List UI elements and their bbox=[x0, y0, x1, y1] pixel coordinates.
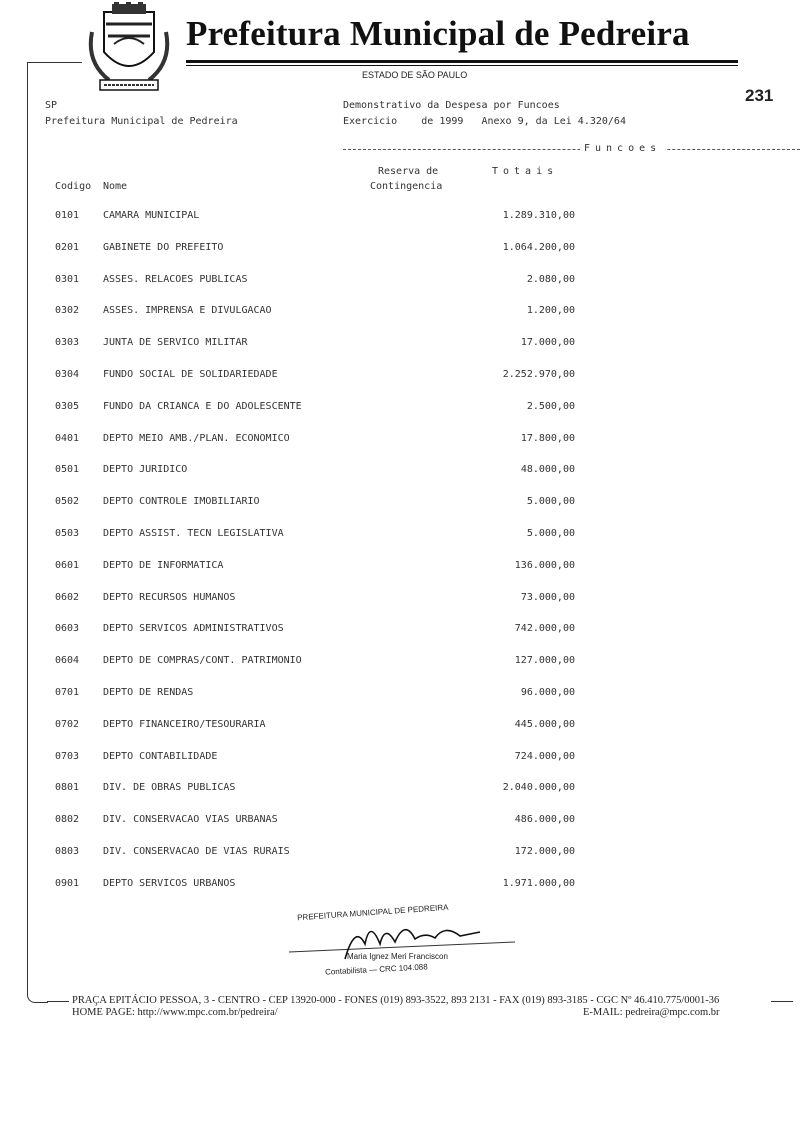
footer-rule-left bbox=[47, 1001, 69, 1002]
table-row bbox=[55, 464, 575, 478]
row-code: 0304 bbox=[55, 369, 80, 380]
row-code: 0603 bbox=[55, 623, 80, 635]
row-code: 0301 bbox=[55, 273, 80, 285]
table-row bbox=[55, 655, 575, 669]
row-total: 445.000,00 bbox=[514, 718, 575, 730]
row-name: DEPTO CONTABILIDADE bbox=[103, 750, 218, 762]
row-code: 0703 bbox=[55, 750, 80, 762]
row-total: 486.000,00 bbox=[514, 814, 575, 826]
row-total: 5.000,00 bbox=[526, 496, 575, 508]
row-total: 96.000,00 bbox=[520, 687, 575, 698]
row-name: GABINETE DO PREFEITO bbox=[103, 241, 224, 253]
row-total: 172.000,00 bbox=[514, 846, 575, 857]
row-name: DEPTO DE COMPRAS/CONT. PATRIMONIO bbox=[103, 655, 302, 667]
row-code: 0502 bbox=[55, 496, 80, 508]
row-name: DIV. DE OBRAS PUBLICAS bbox=[103, 782, 236, 794]
row-code: 0701 bbox=[55, 687, 80, 698]
report-subtitle: Exercicio de 1999 Anexo 9, da Lei 4.320/64 bbox=[343, 116, 626, 127]
row-name: DIV. CONSERVACAO DE VIAS RURAIS bbox=[103, 846, 290, 857]
row-code: 0305 bbox=[55, 400, 80, 412]
table-row bbox=[55, 687, 575, 701]
row-total: 127.000,00 bbox=[514, 655, 575, 667]
row-total: 48.000,00 bbox=[520, 464, 575, 476]
row-name: DEPTO SERVICOS URBANOS bbox=[103, 877, 236, 889]
row-name: DIV. CONSERVACAO VIAS URBANAS bbox=[103, 814, 278, 826]
row-total: 724.000,00 bbox=[514, 750, 575, 762]
row-total: 742.000,00 bbox=[514, 623, 575, 635]
table-row bbox=[55, 719, 575, 733]
row-code: 0604 bbox=[55, 655, 80, 667]
table-row bbox=[55, 433, 575, 447]
signer-name: Maria Ignez Meri Franciscon bbox=[347, 952, 448, 961]
row-code: 0302 bbox=[55, 305, 80, 317]
row-code: 0602 bbox=[55, 591, 80, 603]
table-row bbox=[55, 878, 575, 892]
row-total: 1.971.000,00 bbox=[502, 877, 575, 889]
row-total: 2.040.000,00 bbox=[502, 782, 575, 794]
footer-address: PRAÇA EPITÁCIO PESSOA, 3 - CENTRO - CEP 13920-000 - FONES (019) 893-3522, 893 2131 - FAX (019) 893-3185 - CGC Nº 46.410.775/0001-36 bbox=[72, 995, 720, 1006]
row-name: DEPTO CONTROLE IMOBILIARIO bbox=[103, 496, 260, 508]
row-name: DEPTO MEIO AMB./PLAN. ECONOMICO bbox=[103, 432, 290, 444]
row-code: 0503 bbox=[55, 528, 80, 539]
row-name: FUNDO SOCIAL DE SOLIDARIEDADE bbox=[103, 369, 278, 380]
row-total: 1.064.200,00 bbox=[502, 241, 575, 253]
row-name: CAMARA MUNICIPAL bbox=[103, 210, 200, 221]
row-code: 0801 bbox=[55, 782, 80, 794]
row-name: DEPTO DE RENDAS bbox=[103, 687, 194, 698]
state-code: SP bbox=[45, 100, 58, 111]
table-row bbox=[55, 528, 575, 542]
table-row bbox=[55, 242, 575, 256]
table-row bbox=[55, 592, 575, 606]
table-row bbox=[55, 305, 575, 319]
page-border-top bbox=[27, 62, 82, 63]
table-row bbox=[55, 814, 575, 828]
row-name: JUNTA DE SERVICO MILITAR bbox=[103, 337, 248, 349]
row-name: DEPTO DE INFORMATICA bbox=[103, 559, 224, 571]
reserve-header-line2: Contingencia bbox=[370, 181, 443, 192]
row-name: FUNDO DA CRIANCA E DO ADOLESCENTE bbox=[103, 400, 302, 412]
table-row bbox=[55, 623, 575, 637]
entity-name: Prefeitura Municipal de Pedreira bbox=[45, 116, 238, 127]
row-total: 1.289.310,00 bbox=[502, 210, 575, 221]
row-code: 0702 bbox=[55, 718, 80, 730]
row-total: 136.000,00 bbox=[514, 559, 575, 571]
row-total: 2.500,00 bbox=[526, 400, 575, 412]
letterhead-state: ESTADO DE SÃO PAULO bbox=[362, 70, 468, 80]
row-total: 73.000,00 bbox=[520, 591, 575, 603]
row-code: 0901 bbox=[55, 877, 80, 889]
code-header: Codigo bbox=[55, 181, 92, 192]
row-code: 0803 bbox=[55, 846, 80, 857]
signature-stamp: PREFEITURA MUNICIPAL DE PEDREIRA bbox=[296, 902, 449, 923]
table-row bbox=[55, 369, 575, 383]
row-code: 0201 bbox=[55, 241, 80, 253]
title-rule-thin bbox=[186, 65, 738, 66]
page-border-left bbox=[27, 62, 28, 992]
row-total: 2.252.970,00 bbox=[502, 369, 575, 380]
table-row bbox=[55, 337, 575, 351]
row-name: ASSES. RELACOES PUBLICAS bbox=[103, 273, 248, 285]
functions-group-label: Funcoes bbox=[580, 143, 665, 154]
row-total: 1.200,00 bbox=[526, 305, 575, 317]
signer-role: Contabilista — CRC 104.088 bbox=[324, 962, 428, 977]
title-rule bbox=[186, 60, 738, 63]
row-name: DEPTO FINANCEIRO/TESOURARIA bbox=[103, 718, 266, 730]
table-row bbox=[55, 496, 575, 510]
row-code: 0501 bbox=[55, 464, 80, 476]
report-title: Demonstrativo da Despesa por Funcoes bbox=[343, 100, 560, 111]
row-name: ASSES. IMPRENSA E DIVULGACAO bbox=[103, 305, 272, 317]
table-row bbox=[55, 751, 575, 765]
row-total: 17.000,00 bbox=[520, 337, 575, 349]
functions-group-rule bbox=[343, 149, 800, 150]
row-code: 0601 bbox=[55, 559, 80, 571]
row-name: DEPTO SERVICOS ADMINISTRATIVOS bbox=[103, 623, 284, 635]
municipal-coat-of-arms-logo bbox=[84, 2, 174, 94]
table-row bbox=[55, 274, 575, 288]
table-row bbox=[55, 782, 575, 796]
row-code: 0303 bbox=[55, 337, 80, 349]
row-code: 0802 bbox=[55, 814, 80, 826]
totals-header: Totais bbox=[492, 166, 559, 177]
row-code: 0401 bbox=[55, 432, 80, 444]
name-header: Nome bbox=[103, 181, 128, 192]
reserve-header-line1: Reserva de bbox=[378, 166, 439, 177]
table-row bbox=[55, 560, 575, 574]
row-total: 2.080,00 bbox=[526, 273, 575, 285]
row-code: 0101 bbox=[55, 210, 80, 221]
page-border-corner bbox=[27, 992, 48, 1003]
signature-block bbox=[285, 902, 525, 982]
page-number: 231 bbox=[745, 86, 774, 105]
table-row bbox=[55, 401, 575, 415]
row-total: 5.000,00 bbox=[526, 528, 575, 539]
row-name: DEPTO RECURSOS HUMANOS bbox=[103, 591, 236, 603]
row-name: DEPTO ASSIST. TECN LEGISLATIVA bbox=[103, 528, 284, 539]
row-total: 17.800,00 bbox=[520, 432, 575, 444]
letterhead-title: Prefeitura Municipal de Pedreira bbox=[186, 14, 690, 53]
row-name: DEPTO JURIDICO bbox=[103, 464, 188, 476]
footer-rule-right bbox=[771, 1001, 793, 1002]
table-row bbox=[55, 846, 575, 860]
table-row bbox=[55, 210, 575, 224]
footer-email[interactable]: E-MAIL: pedreira@mpc.com.br bbox=[583, 1007, 720, 1018]
footer-homepage[interactable]: HOME PAGE: http://www.mpc.com.br/pedreira/ bbox=[72, 1007, 278, 1018]
